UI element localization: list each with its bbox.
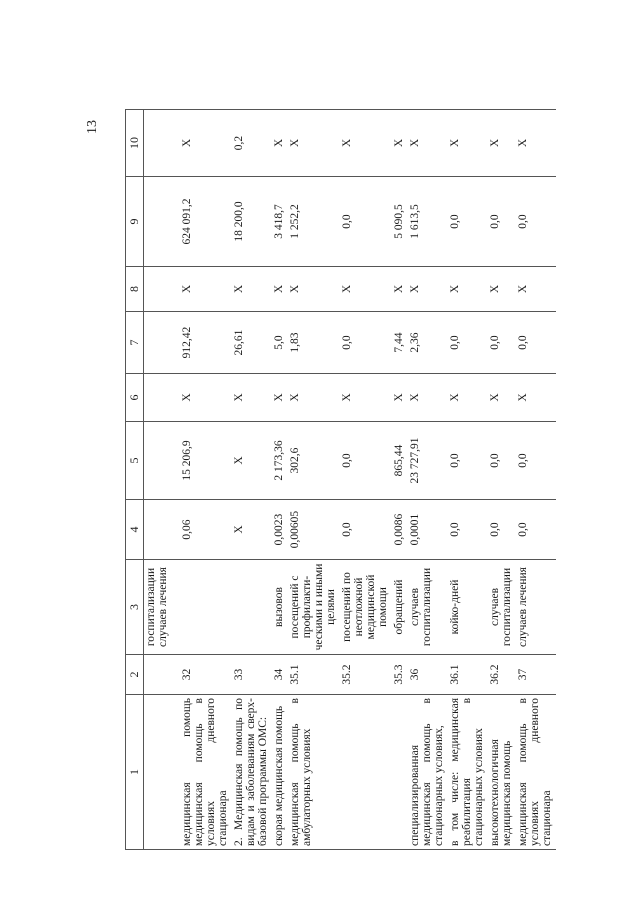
cell-col8: X — [340, 267, 392, 312]
cell-col4: 0,0086 — [392, 500, 408, 560]
cell-col4: X — [232, 500, 272, 560]
cell-col8: X — [144, 267, 233, 312]
cell-col5: X — [232, 422, 272, 500]
row-code: 35.1 — [288, 655, 340, 695]
cell-col9: 5 090,5 — [392, 177, 408, 267]
cell-col7: 5,0 — [272, 312, 288, 374]
table-row — [392, 110, 408, 850]
row-unit: посещений по неотложной медицинской помощи — [340, 560, 392, 655]
column-number: 8 — [126, 267, 144, 312]
page-number: 13 — [85, 120, 100, 134]
column-number: 1 — [126, 695, 144, 850]
cell-col9: 1 252,2 — [288, 177, 340, 267]
row-code: 34 — [272, 655, 288, 695]
row-unit: обращений — [392, 560, 408, 655]
cell-col9: 624 091,2 — [144, 177, 233, 267]
cell-col5: 302,6 — [288, 422, 340, 500]
cell-col7: 7,44 — [392, 312, 408, 374]
cell-col5: 865,44 — [392, 422, 408, 500]
cell-col6: X — [488, 374, 516, 422]
column-number: 9 — [126, 177, 144, 267]
column-number: 7 — [126, 312, 144, 374]
column-number: 2 — [126, 655, 144, 695]
cell-col10: X — [144, 110, 233, 177]
cell-col9: 0,0 — [448, 177, 488, 267]
cell-col8: X — [408, 267, 448, 312]
row-unit: случаев госпитализации — [408, 560, 448, 655]
cell-col8: X — [288, 267, 340, 312]
table-row — [488, 110, 516, 850]
row-name: медицинская помощь медицинская помощь в условиях дневного стационара — [144, 695, 233, 850]
cell-col9: 1 613,5 — [408, 177, 448, 267]
column-number: 10 — [126, 110, 144, 177]
cell-col7: 912,42 — [144, 312, 233, 374]
cell-col7: 2,36 — [408, 312, 448, 374]
cell-col5: 0,0 — [516, 422, 556, 500]
cell-col4: 0,0 — [448, 500, 488, 560]
row-unit: случаев лечения — [516, 560, 556, 655]
row-name: высокотехнологичная медицинская помощь — [488, 695, 516, 850]
cell-col7: 0,0 — [340, 312, 392, 374]
cell-col4: 0,0 — [488, 500, 516, 560]
cell-col10: X — [392, 110, 408, 177]
row-unit — [232, 560, 272, 655]
row-code: 33 — [232, 655, 272, 695]
cell-col6: X — [340, 374, 392, 422]
cell-col10: 0,2 — [232, 110, 272, 177]
cell-col8: X — [232, 267, 272, 312]
row-name: 2. Медицинская помощь по видам и заболеваниям сверх-базовой программы ОМС: — [232, 695, 272, 850]
cell-col7: 26,61 — [232, 312, 272, 374]
table-row — [408, 110, 448, 850]
row-name: медицинская помощь в условиях дневного стационара — [516, 695, 556, 850]
cell-col10: X — [272, 110, 288, 177]
cell-col5: 2 173,36 — [272, 422, 288, 500]
cell-col9: 0,0 — [340, 177, 392, 267]
row-name: медицинская помощь в амбулаторных условиях — [288, 695, 340, 850]
cell-col10: X — [448, 110, 488, 177]
row-code: 35.3 — [392, 655, 408, 695]
cell-col8: X — [516, 267, 556, 312]
table-row — [232, 110, 272, 850]
cell-col10: X — [488, 110, 516, 177]
row-name: специализированная медицинская помощь в стационарных условиях, — [408, 695, 448, 850]
rotated-table-area — [85, 110, 615, 850]
cell-col9: 18 200,0 — [232, 177, 272, 267]
row-name: в том числе: медицинская реабилитация в стационарных условиях — [448, 695, 488, 850]
cell-col6: X — [408, 374, 448, 422]
cell-col6: X — [144, 374, 233, 422]
table-row — [340, 110, 392, 850]
row-code: 36.1 — [448, 655, 488, 695]
row-code: 36.2 — [488, 655, 516, 695]
row-unit: посещений с профилакти-ческими и иными целями — [288, 560, 340, 655]
cell-col6: X — [232, 374, 272, 422]
column-number: 6 — [126, 374, 144, 422]
cell-col9: 0,0 — [516, 177, 556, 267]
cell-col6: X — [288, 374, 340, 422]
row-code: 37 — [516, 655, 556, 695]
cell-col5: 15 206,9 — [144, 422, 233, 500]
row-unit: случаев госпитализации — [488, 560, 516, 655]
cell-col8: X — [448, 267, 488, 312]
table-row — [144, 110, 233, 850]
row-name — [392, 695, 408, 850]
row-unit: госпитализации случаев лечения — [144, 560, 233, 655]
cell-col8: X — [272, 267, 288, 312]
cell-col10: X — [408, 110, 448, 177]
row-unit: вызовов — [272, 560, 288, 655]
column-number: 4 — [126, 500, 144, 560]
column-number: 3 — [126, 560, 144, 655]
table-row — [448, 110, 488, 850]
cell-col5: 0,0 — [448, 422, 488, 500]
table-row — [288, 110, 340, 850]
table-row — [516, 110, 556, 850]
cell-col4: 0,0023 — [272, 500, 288, 560]
cell-col7: 1,83 — [288, 312, 340, 374]
column-number-row — [126, 110, 144, 850]
cell-col10: X — [288, 110, 340, 177]
cell-col6: X — [272, 374, 288, 422]
row-unit: койко-дней — [448, 560, 488, 655]
cell-col8: X — [488, 267, 516, 312]
row-code: 32 — [144, 655, 233, 695]
cell-col4: 0,0 — [516, 500, 556, 560]
cell-col5: 0,0 — [488, 422, 516, 500]
cell-col8: X — [392, 267, 408, 312]
medical-care-table — [125, 109, 556, 850]
cell-col6: X — [516, 374, 556, 422]
cell-col4: 0,0001 — [408, 500, 448, 560]
row-name: скорая медицинская помощь — [272, 695, 288, 850]
cell-col9: 3 418,7 — [272, 177, 288, 267]
column-number: 5 — [126, 422, 144, 500]
table-row — [272, 110, 288, 850]
cell-col10: X — [340, 110, 392, 177]
cell-col7: 0,0 — [488, 312, 516, 374]
row-name — [340, 695, 392, 850]
cell-col7: 0,0 — [448, 312, 488, 374]
cell-col6: X — [392, 374, 408, 422]
cell-col4: 0,06 — [144, 500, 233, 560]
cell-col7: 0,0 — [516, 312, 556, 374]
cell-col5: 23 727,91 — [408, 422, 448, 500]
row-code: 36 — [408, 655, 448, 695]
cell-col4: 0,0 — [340, 500, 392, 560]
row-code: 35.2 — [340, 655, 392, 695]
cell-col5: 0,0 — [340, 422, 392, 500]
cell-col4: 0,00605 — [288, 500, 340, 560]
cell-col6: X — [448, 374, 488, 422]
cell-col10: X — [516, 110, 556, 177]
cell-col9: 0,0 — [488, 177, 516, 267]
